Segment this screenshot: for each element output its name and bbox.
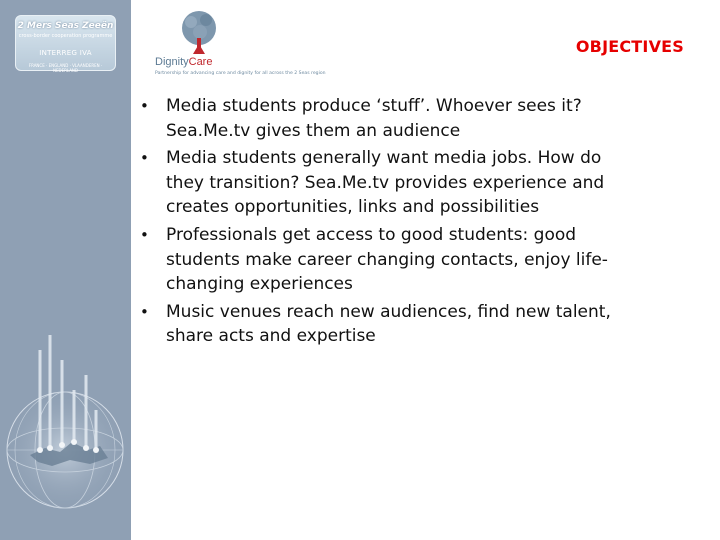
badge-countries: FRANCE · ENGLAND · VLAANDEREN · NEDERLAND [28,63,103,73]
bullet-text: Media students generally want media jobs. How do they transition? Sea.Me.tv provides experience and creates opportunities, links and possibilities [166,148,605,218]
logo-word-care: Care [188,56,213,68]
logo-tagline: Partnership for advancing care and dignity for all across the 2 Seas region [155,71,326,76]
logo-wordmark [155,56,212,68]
bullet-marker: • [140,302,149,321]
bullet-text: Professionals get access to good students: good students make career changing contacts, enjoy life-changing experiences [166,224,608,295]
bullet-marker: • [140,149,149,168]
decorative-sidebar [0,0,131,540]
list-item [140,223,640,297]
list-item [140,94,640,143]
badge-subtitle: cross-border cooperation programme [18,33,113,39]
list-item [140,300,640,349]
bullet-text: Music venues reach new audiences, find new talent, share acts and expertise [166,301,611,347]
interreg-badge [15,15,116,71]
badge-title: 2 Mers Seas Zeeën [17,21,114,31]
badge-programme: INTERREG IVA [39,49,92,57]
bullet-marker: • [140,225,149,244]
globe-illustration [0,330,131,540]
slide-title: OBJECTIVES [575,37,684,56]
bullet-text: Media students produce ‘stuff’. Whoever sees it? Sea.Me.tv gives them an audience [166,96,582,141]
objectives-list [140,94,640,352]
logo-word-dignity: Dignity [155,56,189,68]
dignity-care-logo [155,10,385,78]
list-item [140,146,640,220]
tree-icon [179,10,219,56]
bullet-marker: • [140,97,149,115]
